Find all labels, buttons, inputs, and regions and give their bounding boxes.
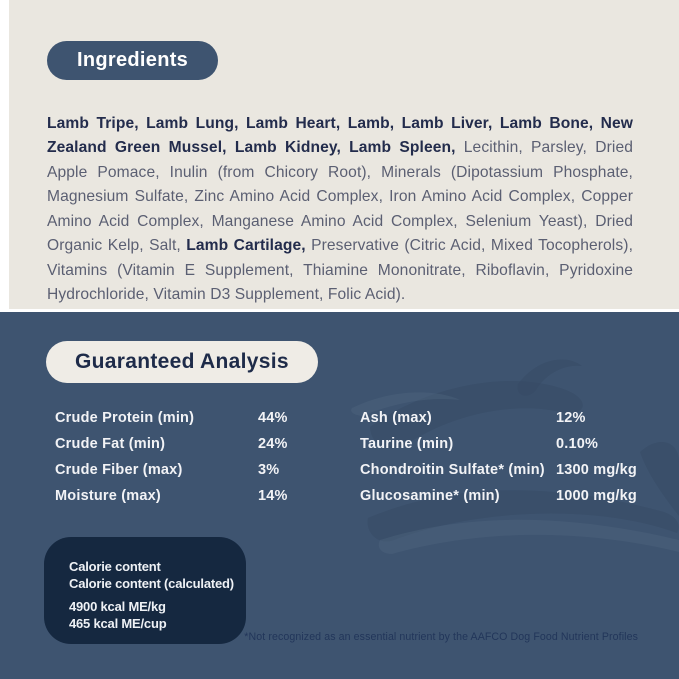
guaranteed-analysis-heading-label: Guaranteed Analysis: [75, 350, 289, 373]
nutrient-value: 1000 mg/kg: [556, 488, 637, 504]
nutrient-value: 0.10%: [556, 436, 599, 452]
ingredients-heading-pill: [47, 41, 218, 80]
aafco-footnote: *Not recognized as an essential nutrient by the AAFCO Dog Food Nutrient Profiles: [244, 631, 638, 643]
calorie-value-per-kg: 4900 kcal ME/kg: [69, 599, 166, 614]
nutrient-label: Crude Protein (min): [55, 410, 195, 426]
table-row: [0, 457, 637, 483]
nutrient-label: Moisture (max): [55, 488, 161, 504]
nutrient-label: Taurine (min): [360, 436, 454, 452]
guaranteed-analysis-heading-pill: [46, 341, 318, 383]
guaranteed-analysis-section: [0, 312, 679, 679]
ingredients-section: [9, 0, 679, 309]
nutrient-value: 14%: [258, 488, 288, 504]
table-row: [0, 483, 637, 509]
nutrient-value: 3%: [258, 462, 280, 478]
nutrient-label: Chondroitin Sulfate* (min): [360, 462, 545, 478]
calorie-heading-line2: Calorie content (calculated): [69, 576, 234, 591]
ingredients-primary-proteins: Lamb Tripe, Lamb Lung, Lamb Heart, Lamb, Lamb Liver, Lamb Bone, New Zealand Green Mussel, Lamb Kidney, Lamb Spleen,: [47, 114, 633, 157]
calorie-heading-line1: Calorie content: [69, 559, 161, 574]
table-row: [0, 405, 586, 431]
calorie-content-text: [69, 558, 234, 632]
nutrient-value: 12%: [556, 410, 586, 426]
ingredients-regular-part2: Preservative (Citric Acid, Mixed Tocopherols), Vitamins (Vitamin E Supplement, Thiamine Mononitrate, Riboflavin, Pyridoxine Hydrochloride, Vitamin D3 Supplement, Folic Acid).: [47, 237, 633, 304]
ingredients-regular-part1: Lecithin, Parsley, Dried Apple Pomace, Inulin (from Chicory Root), Minerals (Dipotassium Phosphate, Magnesium Sulfate, Zinc Amino Acid Complex, Iron Amino Acid Complex, Copper Amino Acid Complex, Manganese Amino Acid Complex, Selenium Yeast), Dried Organic Kelp, Salt,: [47, 139, 633, 255]
nutrient-label: Crude Fiber (max): [55, 462, 183, 478]
nutrient-label: Crude Fat (min): [55, 436, 166, 452]
nutrient-value: 24%: [258, 436, 288, 452]
calorie-value-per-cup: 465 kcal ME/cup: [69, 616, 167, 631]
nutrient-label: Glucosamine* (min): [360, 488, 500, 504]
ingredients-heading-label: Ingredients: [77, 49, 189, 71]
nutrient-value: 1300 mg/kg: [556, 462, 637, 478]
table-row: [0, 431, 599, 457]
nutrient-label: Ash (max): [360, 410, 432, 426]
ingredients-lamb-cartilage: Lamb Cartilage,: [186, 237, 306, 255]
nutrient-value: 44%: [258, 410, 288, 426]
ingredients-paragraph: [47, 112, 633, 308]
calorie-content-box: [44, 537, 246, 644]
